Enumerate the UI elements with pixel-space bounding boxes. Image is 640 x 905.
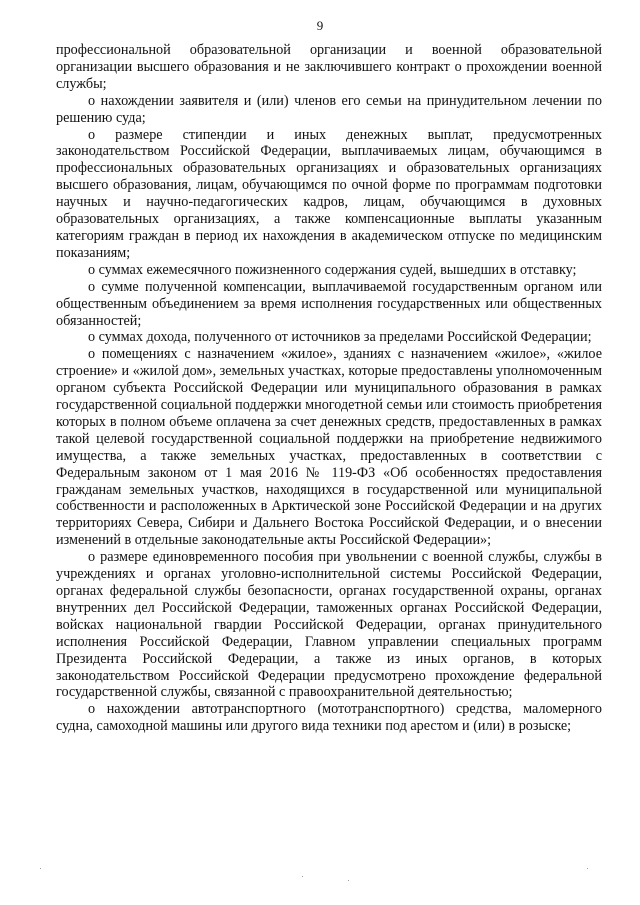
scan-speck: [40, 868, 41, 869]
scan-speck: [587, 868, 588, 869]
scan-speck: [348, 880, 349, 881]
paragraph-coercive-treatment: о нахождении заявителя и (или) членов его семьи на принудительном лечении по решению суда;: [56, 92, 602, 126]
document-body: [56, 42, 602, 735]
paragraph-vehicle-arrest: о нахождении автотранспортного (мототранспортного) средства, маломерного судна, самоходной машины или другого вида техники под арестом и (или) в розыске;: [56, 701, 602, 735]
paragraph-continuation: профессиональной образовательной организации и военной образовательной организации высшего образования и не заключившего контракт о прохождении военной службы;: [56, 42, 602, 92]
paragraph-residential-property: о помещениях с назначением «жилое», зданиях с назначением «жилое», «жилое строение» и «жилой дом», земельных участках, которые предоставлены уполномоченным органом субъекта Российской Федерации или муниципального образования в рамках государственной социальной поддержки многодетной семьи или стоимость приобретения которых в полном объеме оплачена за счет денежных средств, предоставленных в рамках такой целевой государственной социальной поддержки на приобретение недвижимого имущества, а также земельных участках, предоставленных в соответствии с Федеральным законом от 1 мая 2016 № 119-ФЗ «Об особенностях предоставления гражданам земельных участков, находящихся в государственной или муниципальной собственности и расположенных в Арктической зоне Российской Федерации и на других территориях Севера, Сибири и Дальнего Востока Российской Федерации, и о внесении изменений в отдельные законодательные акты Российской Федерации»;: [56, 346, 602, 549]
paragraph-judges-allowance: о суммах ежемесячного пожизненного содержания судей, вышедших в отставку;: [88, 261, 577, 278]
paragraph-stipend: о размере стипендии и иных денежных выплат, предусмотренных законодательством Российской Федерации, выплачиваемых лицам, обучающимся в профессиональных образовательных организациях и образовательных организациях высшего образования, лицам, обучающимся по очной форме по программам подготовки научных и научно-педагогических кадров, лицам, обучающимся в духовных образовательных организациях, а также компенсационные выплаты указанным категориям граждан в период их нахождения в академическом отпуске по медицинским показаниям;: [56, 126, 602, 261]
scan-speck: [302, 876, 303, 877]
page-number: 9: [316, 18, 324, 33]
paragraph-compensation: о сумме полученной компенсации, выплачиваемой государственным органом или общественным объединением за время исполнения государственных или общественных обязанностей;: [56, 278, 602, 329]
paragraph-severance-allowance: о размере единовременного пособия при увольнении с военной службы, службы в учреждениях и органах уголовно-исполнительной системы Российской Федерации, органах федеральной службы безопасности, органах государственной охраны, органах внутренних дел Российской Федерации, таможенных органах Российской Федерации, войсках национальной гвардии Российской Федерации, органах принудительного исполнения Российской Федерации, Главном управлении специальных программ Президента Российской Федерации, а также из иных органов, в которых законодательством Российской Федерации предусмотрено прохождение федеральной государственной службы, связанной с правоохранительной деятельностью;: [56, 549, 602, 701]
paragraph-foreign-income: о суммах дохода, полученного от источников за пределами Российской Федерации;: [88, 329, 592, 346]
